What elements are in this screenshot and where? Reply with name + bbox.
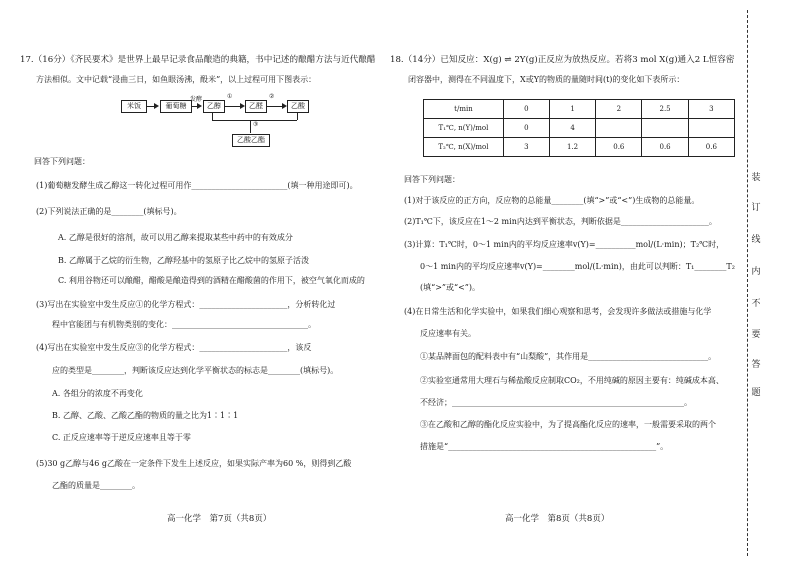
table-cell: [688, 119, 734, 138]
q18-3-cont: 0～1 min内的平均反应速率v(Y)=________mol/(L·min)，由此可以判断：T₁________T₂: [420, 262, 735, 271]
binding-margin: [737, 0, 800, 566]
page-footer-left: 高一化学 第7页（共8页）: [167, 514, 272, 524]
q18-1: (1)对于该反应的正方向，反应物的总能量________(填“>”或“<”)生成物的总能量。: [404, 196, 700, 205]
table-row: [424, 138, 735, 157]
binding-char: 订: [751, 203, 761, 213]
flow-ethanol: 乙醇: [203, 100, 225, 113]
q17-title-cont: 方法相似。文中记载“浸曲三日，如鱼眼汤沸，酘米”，以上过程可用下图表示：: [36, 75, 317, 84]
q18-4-cont: 反应速率有关。: [420, 329, 476, 338]
q18-4-2: ②实验室通常用大理石与稀盐酸反应制取CO₂，不用纯碱的原因主要有：纯碱成本高、: [420, 376, 724, 385]
flow-glucose: 葡萄糖: [160, 100, 192, 113]
q17-4-cont: 应的类型是________，判断该反应达到化学平衡状态的标志是________(填标号)。: [52, 366, 339, 375]
q18-4-3-cont: 措施是“____________________________________________________”。: [420, 442, 669, 451]
flow-acetaldehyde: 乙醛: [245, 100, 267, 113]
page-footer-right: 高一化学 第8页（共8页）: [505, 514, 610, 524]
table-header-cell: 3: [688, 100, 734, 119]
table-cell: 3: [503, 138, 549, 157]
q17-4c: C. 正反应速率等于逆反应速率且等于零: [52, 433, 191, 442]
q18-4-2-cont: 不经济；__________________________________________________________。: [420, 398, 692, 407]
q18-3: (3)计算：T₁℃时，0～1 min内的平均反应速率v(Y)=__________mol/(L·min)；T₂℃时，: [404, 240, 725, 249]
q17-title: 17.（16分）《齐民要术》是世界上最早记录食品酿造的典籍，书中记述的酿醋方法与近代酿醋: [20, 55, 376, 65]
q18-title-cont: 闭容器中，测得在不同温度下，X或Y的物质的量随时间(t)的变化如下表所示：: [408, 75, 685, 84]
table-header-cell: t/min: [424, 100, 504, 119]
binding-char: 不: [751, 299, 761, 309]
binding-char: 内: [751, 267, 761, 277]
table-row: [424, 119, 735, 138]
flow-step3: ③: [253, 121, 259, 128]
table-cell: T₂℃, n(X)/mol: [424, 138, 504, 157]
table-header-cell: 2.5: [642, 100, 688, 119]
flow-ferment-label: 发酵: [190, 96, 203, 103]
q18-4-3: ③在乙酸和乙醇的酯化反应实验中，为了提高酯化反应的速率，一般需要采取的两个: [420, 420, 716, 429]
flow-step2: ②: [269, 93, 275, 100]
table-cell: 0: [503, 119, 549, 138]
q17-4a: A. 各组分的浓度不再变化: [52, 389, 143, 398]
table-cell: [596, 119, 642, 138]
table-cell: 0.6: [596, 138, 642, 157]
q17-2: (2)下列说法正确的是________(填标号)。: [36, 207, 182, 216]
table-header-cell: 0: [503, 100, 549, 119]
q17-4: (4)写出在实验室中发生反应③的化学方程式：______________________，该反: [36, 343, 312, 352]
q17-3: (3)写出在实验室中发生反应①的化学方程式：______________________，分析转化过: [36, 300, 336, 309]
q17-2a: A. 乙醇是很好的溶剂，故可以用乙醇来提取某些中药中的有效成分: [58, 233, 293, 242]
q17-5-cont: 乙酯的质量是________。: [52, 481, 140, 490]
q18-3-cont2: (填“>”或“<”)。: [420, 283, 481, 292]
table-cell: 0.6: [642, 138, 688, 157]
binding-char: 答: [751, 360, 761, 370]
table-cell: 1.2: [549, 138, 595, 157]
data-table: [423, 99, 735, 157]
q17-1: (1)葡萄糖发酵生成乙醇这一转化过程可用作________________________(填一种用途即可)。: [36, 181, 358, 190]
binding-char: 题: [751, 388, 761, 398]
binding-char: 装: [751, 173, 761, 183]
flow-rice: 米饭: [121, 100, 147, 113]
table-cell: 4: [549, 119, 595, 138]
flow-step1: ①: [227, 93, 233, 100]
q17-5: (5)30 g乙醇与46 g乙酸在一定条件下发生上述反应，如果实际产率为60 %，则得到乙酸: [36, 459, 352, 468]
binding-char: 线: [751, 235, 761, 245]
table-header-cell: 1: [549, 100, 595, 119]
table-cell: [642, 119, 688, 138]
flow-ester: 乙酸乙酯: [232, 134, 270, 147]
table-header-cell: 2: [596, 100, 642, 119]
q18-4: (4)在日常生活和化学实验中，如果我们细心观察和思考，会发现许多做法或措施与化学: [404, 307, 712, 316]
q17-3-cont: 程中官能团与有机物类别的变化：__________________________________。: [52, 320, 316, 329]
flow-acetic: 乙酸: [287, 100, 309, 113]
q17-2c: C. 利用谷物还可以酿醋，醋酸是酿造得到的酒精在醋酸菌的作用下，被空气氧化而成的: [58, 276, 365, 285]
q18-4-1: ①某品牌面包的配料表中有“山梨酸”，其作用是______________________________。: [420, 352, 717, 361]
answer-prompt-left: 回答下列问题：: [34, 157, 90, 166]
table-header-row: [424, 100, 735, 119]
binding-char: 要: [751, 330, 761, 340]
q17-2b: B. 乙醇属于乙烷的衍生物，乙醇羟基中的氢原子比乙烷中的氢原子活泼: [58, 256, 309, 265]
q18-title: 18.（14分）已知反应：X(g) ⇌ 2Y(g)正反应为放热反应。若将3 mol X(g)通入2 L恒容密: [390, 55, 735, 65]
table-cell: T₁℃, n(Y)/mol: [424, 119, 504, 138]
table-cell: 0.6: [688, 138, 734, 157]
q18-2: (2)T₁℃下，该反应在1～2 min内达到平衡状态，判断依据是______________________。: [404, 217, 717, 226]
binding-dashed-line: [747, 10, 748, 556]
answer-prompt-right: 回答下列问题：: [404, 175, 460, 184]
q17-4b: B. 乙醇、乙酸、乙酸乙酯的物质的量之比为1∶1∶1: [52, 411, 239, 420]
